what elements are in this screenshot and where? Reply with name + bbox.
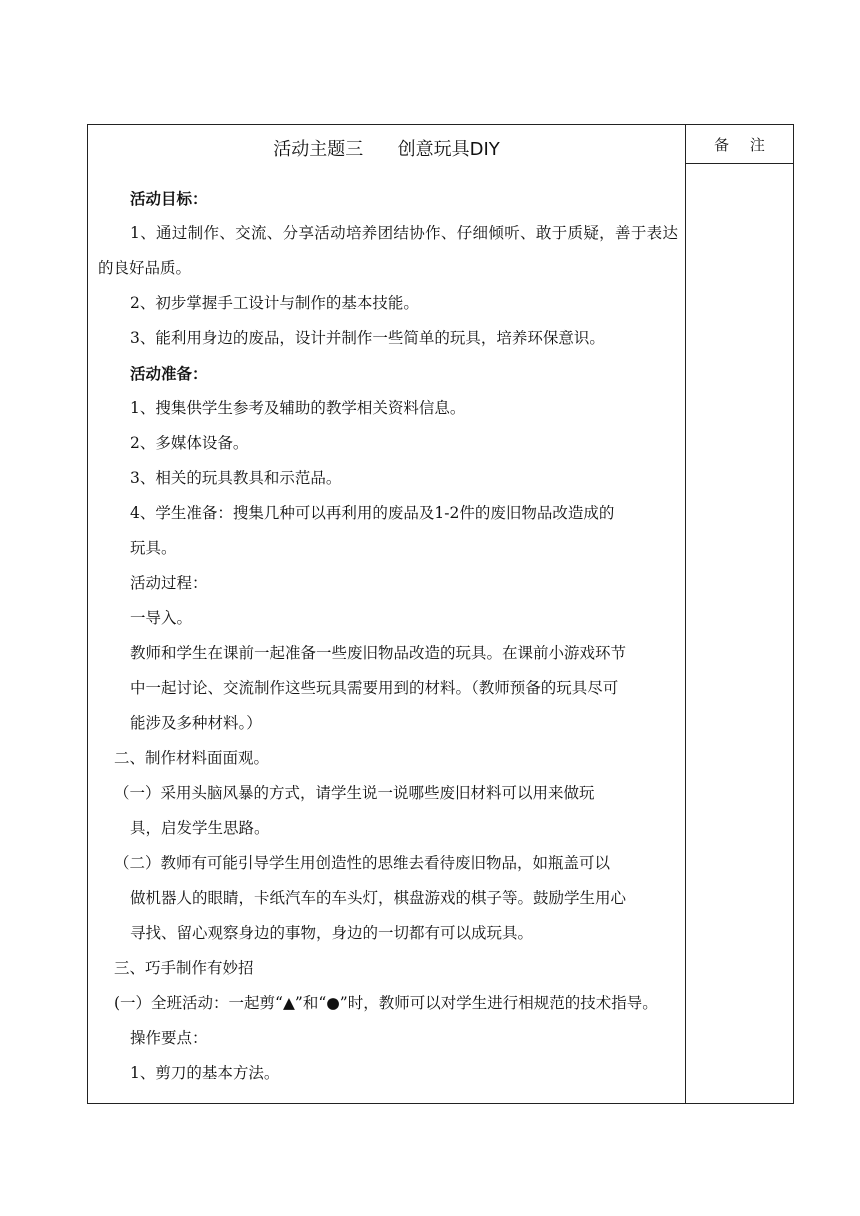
section-heading-process: 活动过程： xyxy=(130,574,208,592)
lesson-content xyxy=(98,181,678,1091)
step-heading: 一导入。 xyxy=(130,609,193,627)
operation-points-heading: 操作要点： xyxy=(130,1029,208,1047)
column-divider xyxy=(685,125,686,1103)
preparation-item: 3、相关的玩具教具和示范品。 xyxy=(130,469,342,487)
operation-point-item: 1、剪刀的基本方法。 xyxy=(130,1064,280,1082)
preparation-item: 1、搜集供学生参考及辅助的教学相关资料信息。 xyxy=(130,399,466,417)
step-text: 教师和学生在课前一起准备一些废旧物品改造的玩具。在课前小游戏环节 xyxy=(130,644,627,662)
step-text: （二）教师有可能引导学生用创造性的思维去看待废旧物品，如瓶盖可以 xyxy=(114,854,611,872)
step-text: 寻找、留心观察身边的事物，身边的一切都有可以成玩具。 xyxy=(130,924,534,942)
activity-title: 活动主题三 创意玩具DIY xyxy=(273,139,500,160)
step-text: 能涉及多种材料。） xyxy=(130,714,262,732)
step-text: (一）全班活动：一起剪“▲”和“●”时，教师可以对学生进行相规范的技术指导。 xyxy=(114,994,658,1012)
lesson-plan-table xyxy=(87,124,794,1104)
step-text: 具，启发学生思路。 xyxy=(130,819,270,837)
remark-column-header: 备 注 xyxy=(714,135,773,154)
preparation-item-continued: 玩具。 xyxy=(130,539,177,557)
remark-header-divider xyxy=(685,163,793,164)
step-text: 中一起讨论、交流制作这些玩具需要用到的材料。（教师预备的玩具尽可 xyxy=(130,679,619,697)
step-heading: 三、巧手制作有妙招 xyxy=(114,959,254,977)
goal-item: 1、通过制作、交流、分享活动培养团结协作、仔细倾听、敢于质疑，善于表达的良好品质。 xyxy=(98,224,678,277)
preparation-item: 2、多媒体设备。 xyxy=(130,434,249,452)
section-heading-preparation: 活动准备： xyxy=(130,364,208,383)
section-heading-goals: 活动目标： xyxy=(130,189,208,208)
goal-item: 2、初步掌握手工设计与制作的基本技能。 xyxy=(130,294,419,312)
step-text: 做机器人的眼睛，卡纸汽车的车头灯，棋盘游戏的棋子等。鼓励学生用心 xyxy=(130,889,627,907)
preparation-item: 4、学生准备：搜集几种可以再利用的废品及1-2件的废旧物品改造成的 xyxy=(130,504,615,522)
goal-item: 3、能利用身边的废品，设计并制作一些简单的玩具，培养环保意识。 xyxy=(130,329,605,347)
step-text: （一）采用头脑风暴的方式，请学生说一说哪些废旧材料可以用来做玩 xyxy=(114,784,595,802)
step-heading: 二、制作材料面面观。 xyxy=(114,749,270,767)
